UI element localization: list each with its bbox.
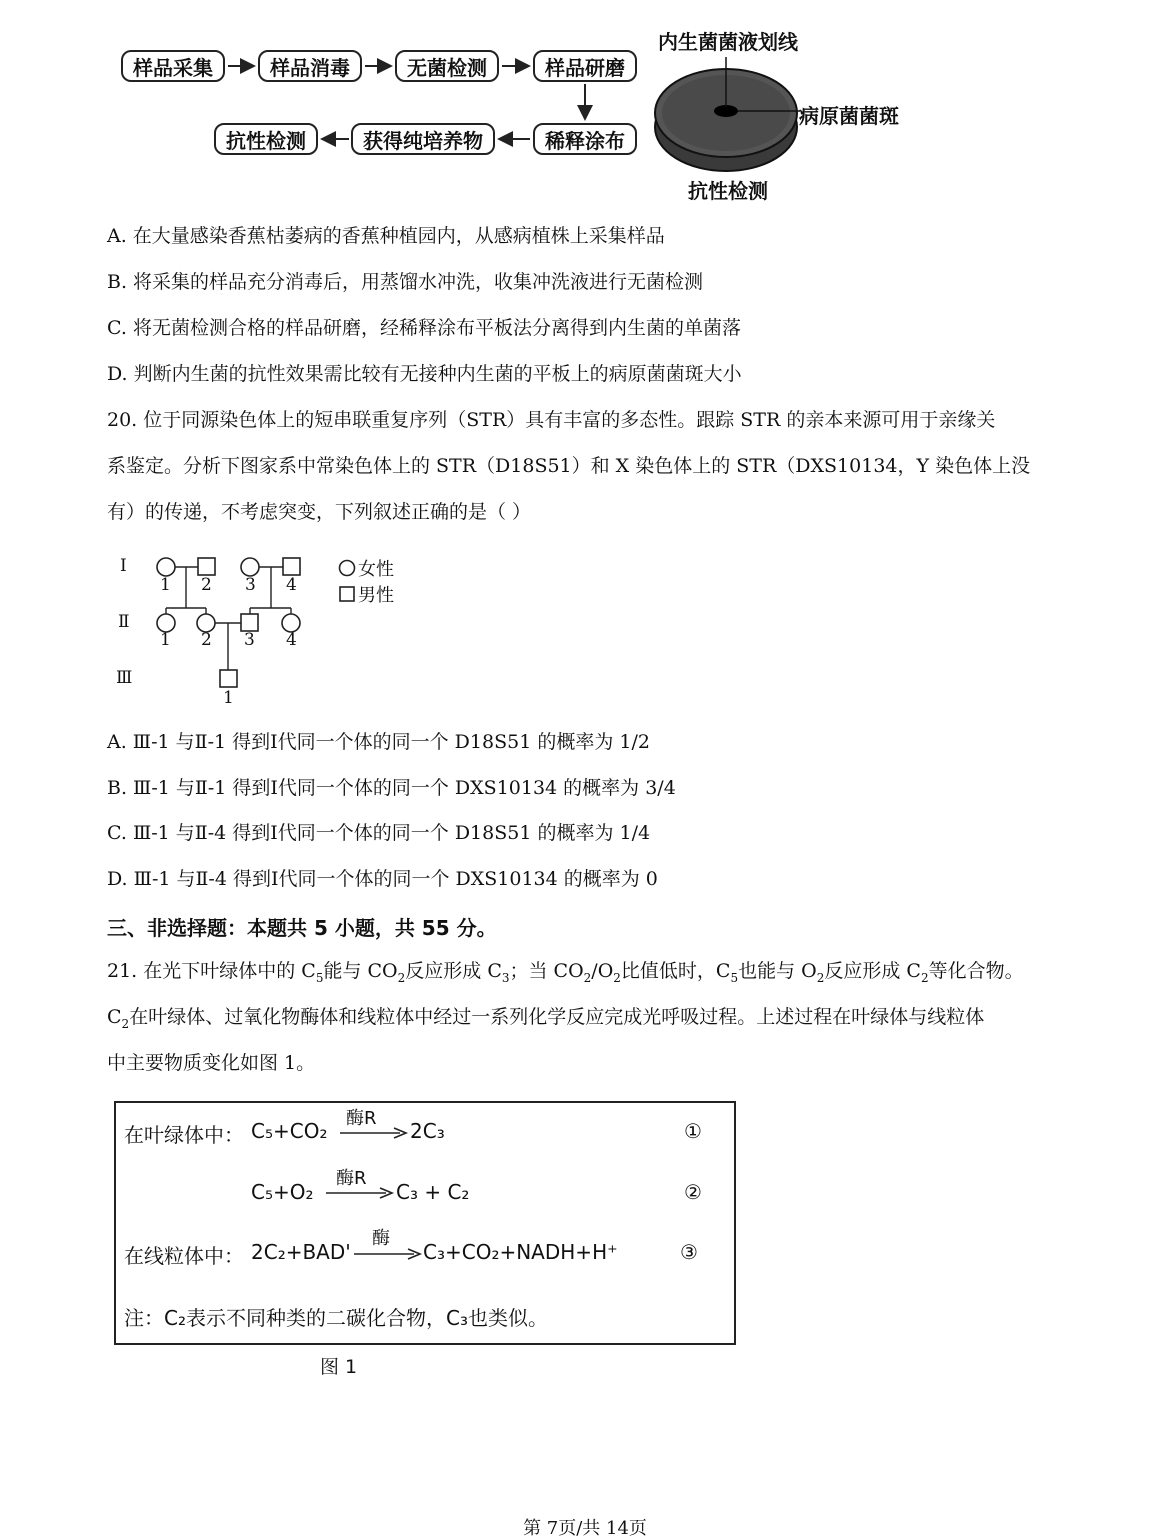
fig1-row2-enzyme: 酶R [336,1168,367,1189]
gen1-number: 4 [286,575,297,595]
q20-stem-line-2: 系鉴定。分析下图家系中常染色体上的 STR（D18S51）和 X 染色体上的 STR（DXS10134，Y 染色体上没 [107,455,1031,477]
flow-box-sample-grind: 样品研磨 [533,50,637,82]
fig1-note: 注：C₂表示不同种类的二碳化合物，C₃也类似。 [124,1306,548,1330]
q20-option-a: A. Ⅲ-1 与Ⅱ-1 得到Ⅰ代同一个体的同一个 D18S51 的概率为 1/2 [107,731,650,753]
q21-line-2: $C_2$在叶绿体、过氧化物酶体和线粒体中经过一系列化学反应完成光呼吸过程。上述过程在叶绿体与线粒体 [107,1006,985,1031]
male-legend-icon [338,584,358,604]
fig1-row3-lhs: 2C₂+BAD' [251,1240,351,1264]
q19-option-b: B. 将采集的样品充分消毒后，用蒸馏水冲洗，收集冲洗液进行无菌检测 [107,271,704,293]
generation-label-1: Ⅰ [120,556,127,576]
fig1-row2-lhs: C₅+O₂ [251,1180,314,1204]
fig1-row3-prefix: 在线粒体中： [124,1244,244,1268]
dish-label-pathogen: 病原菌菌斑 [799,104,899,128]
q20-stem-line-1: 20. 位于同源染色体上的短串联重复序列（STR）具有丰富的多态性。跟踪 STR 的亲本来源可用于亲缘关 [107,409,996,431]
pedigree-legend [338,555,394,607]
gen1-number: 3 [245,575,256,595]
q20-option-d: D. Ⅲ-1 与Ⅱ-4 得到Ⅰ代同一个体的同一个 DXS10134 的概率为 0 [107,868,658,890]
flow-box-dilution-plating: 稀释涂布 [533,123,637,155]
flow-box-sterility-test: 无菌检测 [395,50,499,82]
q21-line-1: 21. 在光下叶绿体中的 $C_5$能与 $CO_2$反应形成 $C_3$；当 $CO_2/O_2$比值低时，$C_5$也能与 $O_2$反应形成 $C_2$等化合物。 [107,960,1024,985]
reaction-arrow-3 [352,1247,424,1261]
flow-box-sample-disinfect: 样品消毒 [258,50,362,82]
female-symbol [157,558,175,576]
q19-option-c: C. 将无菌检测合格的样品研磨，经稀释涂布平板法分离得到内生菌的单菌落 [107,317,741,339]
reaction-arrow-1 [338,1126,410,1140]
male-symbol [283,558,300,575]
fig1-row1-enzyme: 酶R [346,1108,377,1129]
legend-male-label: 男性 [358,585,394,606]
flow-arrows [0,0,660,170]
gen1-number: 1 [160,575,171,595]
reaction-arrow-2 [324,1186,396,1200]
generation-label-2: Ⅱ [118,612,130,632]
dish-caption: 抗性检测 [688,179,768,203]
fig1-row1-lhs: C₅+CO₂ [251,1119,328,1143]
gen2-number: 1 [160,630,171,650]
flow-box-pure-culture: 获得纯培养物 [351,123,495,155]
male-symbol [198,558,215,575]
fig1-row2-rhs: C₃ + C₂ [396,1180,470,1204]
page-footer: 第 7页/共 14页 [523,1518,647,1539]
fig1-row1-prefix: 在叶绿体中： [124,1123,244,1147]
gen3-number: 1 [223,688,234,708]
flow-box-resistance-test: 抗性检测 [214,123,318,155]
petri-dish-icon [650,55,810,175]
fig1-row1-number: ① [684,1119,702,1143]
fig1-row3-number: ③ [680,1240,698,1264]
fig1-caption: 图 1 [320,1356,358,1378]
flow-box-sample-collect: 样品采集 [121,50,225,82]
gen2-number: 2 [201,630,212,650]
fig1-row3-enzyme: 酶 [372,1228,390,1249]
q21-line-3: 中主要物质变化如图 1。 [107,1052,316,1074]
gen1-number: 2 [201,575,212,595]
male-symbol [241,614,258,631]
fig1-row1-rhs: 2C₃ [410,1119,445,1143]
legend-female-label: 女性 [358,559,394,580]
male-symbol [220,670,237,687]
female-legend-icon [338,558,358,578]
q20-stem-line-3: 有）的传递，不考虑突变，下列叙述正确的是（ ） [107,501,532,523]
q19-option-d: D. 判断内生菌的抗性效果需比较有无接种内生菌的平板上的病原菌菌斑大小 [107,363,742,385]
fig1-row2-number: ② [684,1180,702,1204]
q20-option-b: B. Ⅲ-1 与Ⅱ-1 得到Ⅰ代同一个体的同一个 DXS10134 的概率为 3/4 [107,777,676,799]
generation-label-3: Ⅲ [116,668,133,688]
fig1-row3-rhs: C₃+CO₂+NADH+H⁺ [423,1240,618,1264]
section-3-title: 三、非选择题：本题共 5 小题，共 55 分。 [107,916,497,940]
q20-option-c: C. Ⅲ-1 与Ⅱ-4 得到Ⅰ代同一个体的同一个 D18S51 的概率为 1/4 [107,822,651,844]
gen2-number: 4 [286,630,297,650]
dish-label-streak: 内生菌菌液划线 [658,30,798,54]
female-symbol [241,558,259,576]
gen2-number: 3 [244,630,255,650]
q19-option-a: A. 在大量感染香蕉枯萎病的香蕉种植园内，从感病植株上采集样品 [107,225,665,247]
